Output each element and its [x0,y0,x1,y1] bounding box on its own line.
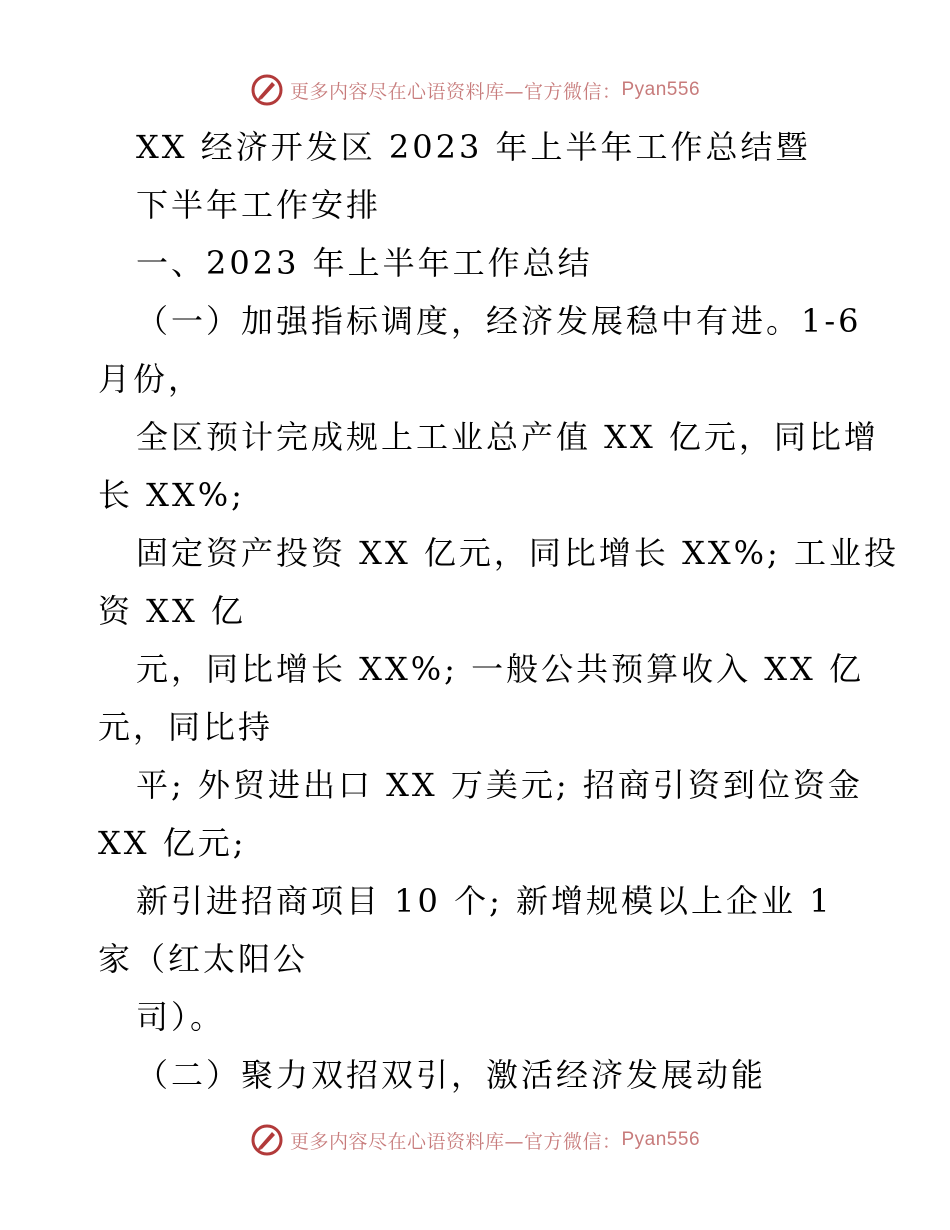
doc-line: 平; 外贸进出口 XX 万美元; 招商引资到位资金 [136,766,863,804]
doc-line: 新引进招商项目 10 个; 新增规模以上企业 1 [136,882,833,920]
doc-line: 月份， [98,360,204,398]
doc-line: 元，同比增长 XX%; 一般公共预算收入 XX 亿 [136,650,865,688]
doc-line: 长 XX%; [98,476,245,514]
doc-line: 固定资产投资 XX 亿元，同比增长 XX%; 工业投 [136,534,900,572]
watermark-wechat-id: Pyan556 [621,1129,701,1150]
doc-line: （一）加强指标调度，经济发展稳中有进。1-6 [136,302,862,340]
watermark-text: 更多内容尽在心语资料库—官方微信： [289,80,622,103]
watermark-text: 更多内容尽在心语资料库—官方微信： [289,1130,622,1153]
pen-logo-icon [250,1123,284,1157]
doc-line: 资 XX 亿 [98,592,246,630]
doc-line: XX 亿元; [98,824,247,862]
document-body [98,118,900,1104]
doc-line: （二）聚力双招双引，激活经济发展动能 [136,1056,767,1094]
doc-line: 家（红太阳公 [98,940,309,978]
doc-line: 司）。 [136,998,226,1036]
watermark-footer [0,1120,950,1160]
doc-line: 一、2023 年上半年工作总结 [136,244,593,282]
doc-line: 全区预计完成规上工业总产值 XX 亿元，同比增 [136,418,879,456]
watermark-wechat-id: Pyan556 [621,79,701,100]
watermark-header [0,70,950,110]
doc-line: 元，同比持 [98,708,274,746]
pen-logo-icon [250,73,284,107]
doc-line: XX 经济开发区 2023 年上半年工作总结暨 [136,128,811,166]
doc-line: 下半年工作安排 [136,186,382,224]
